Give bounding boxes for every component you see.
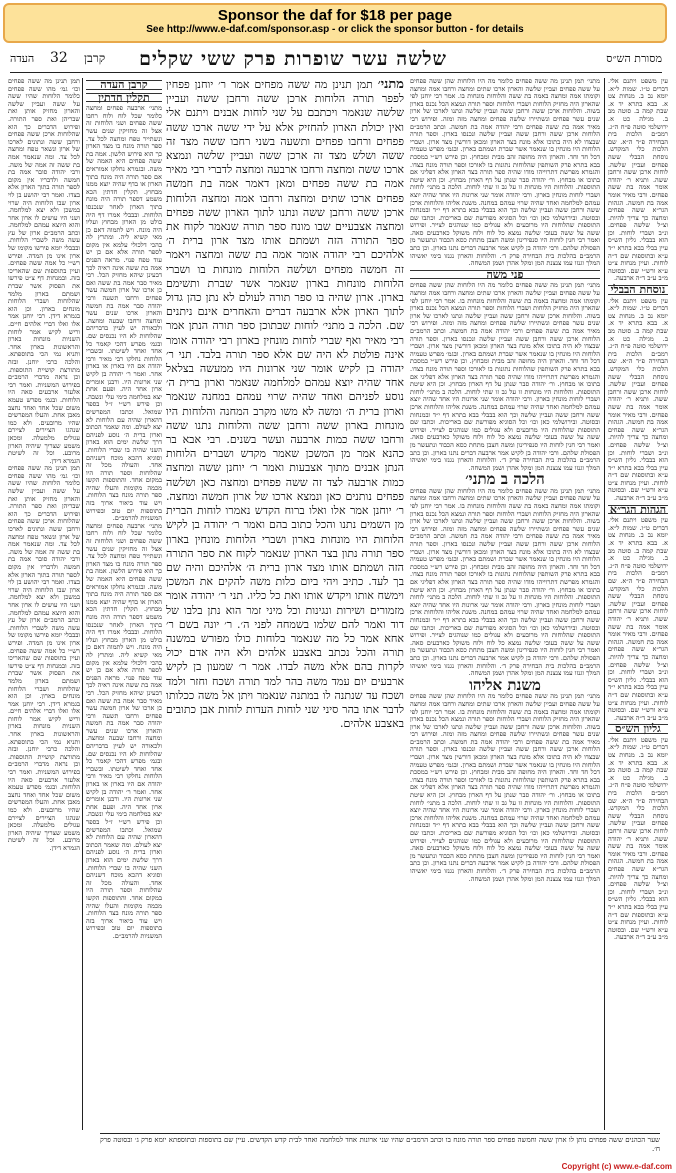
outer-right-margin [608,78,668,1128]
outer-right-text-4: עין משפט ויתנם אלי. דברים ט״ו. שמות ל״א. יומא נב ב. מנחות צט א. בבא בתרא יד א. שבת קמה ב. סוטה מב ב. מגילה כט א. ירושלמי סוטה פ״ח ה״ג. רמב״ם הלכות בית הבחירה פ״ד ה״א. שם הלכות כלי המקדש. נוסחת הבבלי ששה פפחים ועביין שלשה. לוחות ארכן ששה ורחבן ששה. ותניא ר׳ יהודה אומר אמה בת ששה פפחים. ורבי מאיר אומר אמה בת חמשה. הגהות הגר״א ששה פפחים ומחצה כך צריך להיות. וצ״ל שלשה פפחים. ונ״ב ושברי לוחות. וכן הוא בבבלי. גליון הש״ס עיין בבלי בבא בתרא י״ד ע״א ובתוספות שם ד״ה לוחות. ועיין מנחות צ״ט ע״א ורש״י שם. ובסוטה מ״ב ע״ב ד״ה ארבעה. [608,735,668,942]
mishna-label: מתני׳ [377,78,404,92]
outer-right-text-3: עין משפט ויתנם אלי. דברים ט״ו. שמות ל״א. יומא נב ב. מנחות צט א. בבא בתרא יד א. שבת קמה ב. סוטה מב ב. מגילה כט א. ירושלמי סוטה פ״ח ה״ג. רמב״ם הלכות בית הבחירה פ״ד ה״א. שם הלכות כלי המקדש. נוסחת הבבלי ששה פפחים ועביין שלשה. לוחות ארכן ששה ורחבן ששה. ותניא ר׳ יהודה אומר אמה בת ששה פפחים. ורבי מאיר אומר אמה בת חמשה. הגהות הגר״א ששה פפחים ומחצה כך צריך להיות. וצ״ל שלשה פפחים. ונ״ב ושברי לוחות. וכן הוא בבבלי. גליון הש״ס עיין בבלי בבא בתרא י״ד ע״א ובתוספות שם ד״ה לוחות. ועיין מנחות צ״ט ע״א ורש״י שם. ובסוטה מ״ב ע״ב ד״ה ארבעה. [608,516,668,722]
outer-right-text: עין משפט ויתנם אלי. דברים ט״ו. שמות ל״א. יומא נב ב. מנחות צט א. בבא בתרא יד א. שבת קמה ב. סוטה מב ב. מגילה כט א. ירושלמי סוטה פ״ח ה״ג. רמב״ם הלכות בית הבחירה פ״ד ה״א. שם הלכות כלי המקדש. נוסחת הבבלי ששה פפחים ועביין שלשה. לוחות ארכן ששה ורחבן ששה. ותניא ר׳ יהודה אומר אמה בת ששה פפחים. ורבי מאיר אומר אמה בת חמשה. הגהות הגר״א ששה פפחים ומחצה כך צריך להיות. וצ״ל שלשה פפחים. ונ״ב ושברי לוחות. וכן הוא בבבלי. גליון הש״ס עיין בבלי בבא בתרא י״ד ע״א ובתוספות שם ד״ה לוחות. ועיין מנחות צ״ט ע״א ורש״י שם. ובסוטה מ״ב ע״ב ד״ה ארבעה. [608,78,668,283]
right-commentary-text: מתני׳ תמן תנינן מה ששה פפחים כלומר מה היו הלוחות שהן ששה פפחים על ששה פפחים ועביין שלשה והארון ארכו שתים ומחצה ורחבו אמה ומחצה וקומתו אמה ומחצה באמה בת ששה והלוחות מונחות בו. אמר רבי יוחנן לפי שהארון היה מחזיק הלוחות ושברי הלוחות וספר תורה ונמצא הכל נכנס בארון בשוה. והלוחות ארכן ששה ורחבן ששה ועביין שלשה ונתנו לארכו של ארון שנים עשר פפחים ונשתיירו שלשה פפחים ומחצה מזה ומזה. ופירוש רבי מאיר אמה בת ששה פפחים ורבי יהודה אמה בת חמשה. וכתב הרמב״ם הלוחות ארכן ששה ורחבן ששה ועביין שלשה ונכנסו בארון. וספר תורה שבצדו לא היה בתוכו אלא מונח בצד הארון ומכאן דורשין מצד ארון. ושברי הלוחות היו מונחין בו שנאמר אשר שברת ושמתם בארון. ובגמ׳ מפרש טעמיה דכל חד וחד. והארון היה מחופה זהב מבית ומבחוץ. וכן פירש רש״י במסכת בבא בתרא פרק השותפין שהלוחות נתונות בו לאורכו וספר תורה מונח בצדו. והגמרא מפרשת דתרוייהו מודו שהיה ספר תורה בצד הארון אלא דפליגי אם בתוכו או מבחוץ. ור׳ יהודה סבר שנתן על דף הארון מבחוץ. וכן היא שיטת התוספות. והלוחות היו מונחות זו על גב זו שתי לוחות. הלכה ב מתני׳ לוחות ושברי לוחות מונחין בארון. ורבי יהודה אומר שני ארונות היו אחד שהיה יוצא עמהם למלחמה ואחד שהיה שרוי עמהם במחנה. משנת אליהו והלוחות ארכן ששה ורחבן ששה ועביין שלשה וכך הוא בבבלי בבא בתרא דף י״ד ובמנחות ובסוטה. ובירושלמי כאן וכו׳ וכל הסוגיא מפורשת שם באריכות. וכתבו שם התוספות שהלוחות היו מרובעים ולא עגולים כמו שנוהגים לצייר. ופירוש ששה על ששה בעובי שלשה נמצא כל לוח ולוח משוקל כארבעים סאה. ואמר רבי חנין לוחות היו סנפירינון ומשה חצבן מתחת כסא הכבוד ונתעשר מן הפסולת שלהם. ורבי יהודה בן לקיש אמר ארבעה דברים נתנו בארון. וכן כתב הרמב״ם בהלכות בית הבחירה פרק ד׳. והלוחות והארון נגנזו בימי יאשיהו המלך וגנזו עמו צנצנת המן ומקל אהרן ושמן המשחה. [410,78,600,268]
header-far-left: העדה [10,52,35,65]
main-gemara-text [166,78,404,1128]
taklin-chadtin-head: תקלין חדתין [86,93,162,103]
header-left-word: קרבן [84,51,106,65]
nusach-bavli-head: נוסחת הבבלי [608,285,668,295]
halacha-b-head: הלכה ב מתני׳ [465,470,545,489]
header-title: שלשה עשר שופרות פרק ששי שקלים [139,48,447,70]
outer-left-text-2: תמן תנינן מה ששה פפחים וכו׳ גמ׳ מהו ששה פפחים כלומר הלוחות שהיו ששה על ששה ועביין שלשה והארון מחזיק אותן ואת שבריהן ואת ספר התורה. ופירוש הדברים כך הוא שהלוחות ארכן ששה פפחים ורחבן ששה ונתונים לארכו של ארון ונשאר טפח ומחצה לכל צד. ומה שנאמר אמה בת ששה זה אמה של משה. ורבי יהודה סובר אמה בת חמשה ולדבריו אין מקום לספר תורה בתוך הארון אלא בצדו. ואמר רבי יהושע בן לוי ארון שבו הלוחות היה שרוי במשכן ולא יצא למלחמה. ושני היו עושים לו ארון אחר והוא היוצא עמהם למלחמה. וכתב הרמב״ם ארון של עץ עשה משה לשברי הלוחות. ובבבלי יומא פירשו מקומו של ארון אינו מן המדה. ופירש רש״י כל אמה ששה פפחים. ועיין בתוספות שם שהאריכו בזה. ובמנחות דף צ״ט פירשו את הפסוק אשר שברת ושמתם בארון מלמד שהלוחות ושברי הלוחות מונחים בארון. וכן הוא בגמרא דידן. רבי יוחנן אמר אלו ואלו דברי אלהים חיים. וריש לקיש אמר לוחות השניות מונחות בארון והראשונות בארון אחר. ותניא נמי הכי בתוספתא. והלכה כרבי יוחנן. ובזה מתורצת קושיית התוספות. וכן נראה מדברי הרמב״ם בפירוש המשניות. ואמר רבי אלעזר ארבעים סאה היו הלוחות. ובגמ׳ מפרש טעמא משום שכל אחד ואחד נחצב מאבן אחת. והעלו המפרשים שהיו מרובעים. ולא כמו שנהגו הציירים לציירם עגולים מלמעלה. ומכאן משמע שצריך שיהיה הארון מרובע. וכל זה לשיטת הגמרא דידן. [8,464,80,852]
outer-left-text: תמן תנינן מה ששה פפחים וכו׳ גמ׳ מהו ששה פפחים כלומר הלוחות שהיו ששה על ששה ועביין שלשה והארון מחזיק אותן ואת שבריהן ואת ספר התורה. ופירוש הדברים כך הוא שהלוחות ארכן ששה פפחים ורחבן ששה ונתונים לארכו של ארון ונשאר טפח ומחצה לכל צד. ומה שנאמר אמה בת ששה זה אמה של משה. ורבי יהודה סובר אמה בת חמשה ולדבריו אין מקום לספר תורה בתוך הארון אלא בצדו. ואמר רבי יהושע בן לוי ארון שבו הלוחות היה שרוי במשכן ולא יצא למלחמה. ושני היו עושים לו ארון אחר והוא היוצא עמהם למלחמה. וכתב הרמב״ם ארון של עץ עשה משה לשברי הלוחות. ובבבלי יומא פירשו מקומו של ארון אינו מן המדה. ופירש רש״י כל אמה ששה פפחים. ועיין בתוספות שם שהאריכו בזה. ובמנחות דף צ״ט פירשו את הפסוק אשר שברת ושמתם בארון מלמד שהלוחות ושברי הלוחות מונחים בארון. וכן הוא בגמרא דידן. רבי יוחנן אמר אלו ואלו דברי אלהים חיים. וריש לקיש אמר לוחות השניות מונחות בארון והראשונות בארון אחר. ותניא נמי הכי בתוספתא. והלכה כרבי יוחנן. ובזה מתורצת קושיית התוספות. וכן נראה מדברי הרמב״ם בפירוש המשניות. ואמר רבי אלעזר ארבעים סאה היו הלוחות. ובגמ׳ מפרש טעמא משום שכל אחד ואחד נחצב מאבן אחת. והעלו המפרשים שהיו מרובעים. ולא כמו שנהגו הציירים לציירם עגולים מלמעלה. ומכאן משמע שצריך שיהיה הארון מרובע. וכל זה לשיטת הגמרא דידן. [8,78,80,465]
inner-left-text: מתני׳ ארבעה פפחים ומחצה כלומר שכל לוח ולוח רחבו ששה פפחים ושני הלוחות זה אצל זה מחזיקין שנים עשר ונשתייר טפח ומחצה לכל צד. ספר תורה מונח בו מצד הארון כך הוא פירוש הלשון. אמה בת ששה פפחים היא האמה של משה. ובגמרא נחלקו אמוראים אם ספר תורה היה מונח בתוך הארון או בדף שהיה יוצא ממנו מבחוץ. תקלין חדתין הכא משמע דספר תורה היה מונח בתוך הארון לאחר שנכנסו הלוחות. ובבבלי אמרו דף היה בולט מן הארון מבחוץ ועליו היה מונח. ויש לתמוה דאם כן מאי קשיא ליה. ומתרץ לה בהכי דלכולי עלמא אין מקום לספר תורה אלא אם כן יש עוד טפח פנוי. מראה הפנים אמה בת ששה אינה ראיה לכך דבעינן שיהא מחזיק הכל. רבי מאיר סבר אמה בת ששה ואם כן ארכו של ארון חמשה עשר פפחים ורחבו תשעה ורבי יהודה סבר אמה בת חמשה והארון ארכו שנים עשר ומחצה ורחבו שבעה ומחצה. ולכאורה יש לעיין בדבריהם שהלוחות לא היו נכנסים שם. ובגמ׳ מפרש דהכי קאמר כל אחד ואחד לשיטתו. ובשברי הלוחות נחלקו רבי מאיר ורבי יהודה אם היו בארון או בארון אחר. ואמר ר׳ יהודה בן לקיש שני ארונות היו. ורבנן אומרים ארון אחד היה. ופעם אחת יצא במלחמה בימי עלי ונשבה. וכן פירש רש״י ז״ל בספר שמואל. וכתבו המפרשים דהארון שהיה עם הלוחות לא יצא לעולם. ומה שאמר הכתוב וארון ברית ה׳ נוסע לפניהם דרך שלשת ימים הוא בארון השני שהיה בו שברי הלוחות. וסוגיא דהכא מוכח דשניהם אחד. והעולה מכל זה שהלוחות וספר תורה היו במקום אחד. והתוספות הקשו מכמה מקומות והעלו שהיה ספר תורה מונח בצד הלוחות. ויש עוד ביאור ארוך בזה בתוספות יום טוב ובפירוש המשניות להרמב״ם. [86,104,162,523]
right-commentary-text-4: מתני׳ תמן תנינן מה ששה פפחים כלומר מה היו הלוחות שהן ששה פפחים על ששה פפחים ועביין שלשה והארון ארכו שתים ומחצה ורחבו אמה ומחצה וקומתו אמה ומחצה באמה בת ששה והלוחות מונחות בו. אמר רבי יוחנן לפי שהארון היה מחזיק הלוחות ושברי הלוחות וספר תורה ונמצא הכל נכנס בארון בשוה. והלוחות ארכן ששה ורחבן ששה ועביין שלשה ונתנו לארכו של ארון שנים עשר פפחים ונשתיירו שלשה פפחים ומחצה מזה ומזה. ופירוש רבי מאיר אמה בת ששה פפחים ורבי יהודה אמה בת חמשה. וכתב הרמב״ם הלוחות ארכן ששה ורחבן ששה ועביין שלשה ונכנסו בארון. וספר תורה שבצדו לא היה בתוכו אלא מונח בצד הארון ומכאן דורשין מצד ארון. ושברי הלוחות היו מונחין בו שנאמר אשר שברת ושמתם בארון. ובגמ׳ מפרש טעמיה דכל חד וחד. והארון היה מחופה זהב מבית ומבחוץ. וכן פירש רש״י במסכת בבא בתרא פרק השותפין שהלוחות נתונות בו לאורכו וספר תורה מונח בצדו. והגמרא מפרשת דתרוייהו מודו שהיה ספר תורה בצד הארון אלא דפליגי אם בתוכו או מבחוץ. ור׳ יהודה סבר שנתן על דף הארון מבחוץ. וכן היא שיטת התוספות. והלוחות היו מונחות זו על גב זו שתי לוחות. הלכה ב מתני׳ לוחות ושברי לוחות מונחין בארון. ורבי יהודה אומר שני ארונות היו אחד שהיה יוצא עמהם למלחמה ואחד שהיה שרוי עמהם במחנה. משנת אליהו והלוחות ארכן ששה ורחבן ששה ועביין שלשה וכך הוא בבבלי בבא בתרא דף י״ד ובמנחות ובסוטה. ובירושלמי כאן וכו׳ וכל הסוגיא מפורשת שם באריכות. וכתבו שם התוספות שהלוחות היו מרובעים ולא עגולים כמו שנוהגים לצייר. ופירוש ששה על ששה בעובי שלשה נמצא כל לוח ולוח משוקל כארבעים סאה. ואמר רבי חנין לוחות היו סנפירינון ומשה חצבן מתחת כסא הכבוד ונתעשר מן הפסולת שלהם. ורבי יהודה בן לקיש אמר ארבעה דברים נתנו בארון. וכן כתב הרמב״ם בהלכות בית הבחירה פרק ד׳. והלוחות והארון נגנזו בימי יאשיהו המלך וגנזו עמו צנצנת המן ומקל אהרן ושמן המשחה. [410,692,600,883]
footer-note: שער הכהנים ששה פפחים נותן לו ארון ששה וחמשה פפחים ספר תורה מונח בו וכתב הרמב״ם שהיו שני ארונות אחד למלחמה ואחד לבית קדש הקדשים. עיין שם בתוספות ובתוספתא יומא פרק ג׳ ובסוטה פרק ח׳. [100,1133,660,1154]
outer-left-margin [8,78,80,1128]
sponsor-title[interactable]: Sponsor the daf for $18 per page [217,7,453,24]
page-header [10,48,662,73]
sponsor-banner[interactable] [3,3,667,43]
sponsor-subtitle[interactable]: See http://www.e-daf.com/sponsor.asp - or click the sponsor button - for details [146,24,524,35]
copyright-link[interactable]: Copyright (c) www.e-daf.com [561,1162,672,1171]
right-commentary-text-2: מתני׳ תמן תנינן מה ששה פפחים כלומר מה היו הלוחות שהן ששה פפחים על ששה פפחים ועביין שלשה והארון ארכו שתים ומחצה ורחבו אמה ומחצה וקומתו אמה ומחצה באמה בת ששה והלוחות מונחות בו. אמר רבי יוחנן לפי שהארון היה מחזיק הלוחות ושברי הלוחות וספר תורה ונמצא הכל נכנס בארון בשוה. והלוחות ארכן ששה ורחבן ששה ועביין שלשה ונתנו לארכו של ארון שנים עשר פפחים ונשתיירו שלשה פפחים ומחצה מזה ומזה. ופירוש רבי מאיר אמה בת ששה פפחים ורבי יהודה אמה בת חמשה. וכתב הרמב״ם הלוחות ארכן ששה ורחבן ששה ועביין שלשה ונכנסו בארון. וספר תורה שבצדו לא היה בתוכו אלא מונח בצד הארון ומכאן דורשין מצד ארון. ושברי הלוחות היו מונחין בו שנאמר אשר שברת ושמתם בארון. ובגמ׳ מפרש טעמיה דכל חד וחד. והארון היה מחופה זהב מבית ומבחוץ. וכן פירש רש״י במסכת בבא בתרא פרק השותפין שהלוחות נתונות בו לאורכו וספר תורה מונח בצדו. והגמרא מפרשת דתרוייהו מודו שהיה ספר תורה בצד הארון אלא דפליגי אם בתוכו או מבחוץ. ור׳ יהודה סבר שנתן על דף הארון מבחוץ. וכן היא שיטת התוספות. והלוחות היו מונחות זו על גב זו שתי לוחות. הלכה ב מתני׳ לוחות ושברי לוחות מונחין בארון. ורבי יהודה אומר שני ארונות היו אחד שהיה יוצא עמהם למלחמה ואחד שהיה שרוי עמהם במחנה. משנת אליהו והלוחות ארכן ששה ורחבן ששה ועביין שלשה וכך הוא בבבלי בבא בתרא דף י״ד ובמנחות ובסוטה. ובירושלמי כאן וכו׳ וכל הסוגיא מפורשת שם באריכות. וכתבו שם התוספות שהלוחות היו מרובעים ולא עגולים כמו שנוהגים לצייר. ופירוש ששה על ששה בעובי שלשה נמצא כל לוח ולוח משוקל כארבעים סאה. ואמר רבי חנין לוחות היו סנפירינון ומשה חצבן מתחת כסא הכבוד ונתעשר מן הפסולת שלהם. ורבי יהודה בן לקיש אמר ארבעה דברים נתנו בארון. וכן כתב הרמב״ם בהלכות בית הבחירה פרק ד׳. והלוחות והארון נגנזו בימי יאשיהו המלך וגנזו עמו צנצנת המן ומקל אהרן ושמן המשחה. [410,281,600,472]
right-commentary-text-3: מתני׳ תמן תנינן מה ששה פפחים כלומר מה היו הלוחות שהן ששה פפחים על ששה פפחים ועביין שלשה והארון ארכו שתים ומחצה ורחבו אמה ומחצה וקומתו אמה ומחצה באמה בת ששה והלוחות מונחות בו. אמר רבי יוחנן לפי שהארון היה מחזיק הלוחות ושברי הלוחות וספר תורה ונמצא הכל נכנס בארון בשוה. והלוחות ארכן ששה ורחבן ששה ועביין שלשה ונתנו לארכו של ארון שנים עשר פפחים ונשתיירו שלשה פפחים ומחצה מזה ומזה. ופירוש רבי מאיר אמה בת ששה פפחים ורבי יהודה אמה בת חמשה. וכתב הרמב״ם הלוחות ארכן ששה ורחבן ששה ועביין שלשה ונכנסו בארון. וספר תורה שבצדו לא היה בתוכו אלא מונח בצד הארון ומכאן דורשין מצד ארון. ושברי הלוחות היו מונחין בו שנאמר אשר שברת ושמתם בארון. ובגמ׳ מפרש טעמיה דכל חד וחד. והארון היה מחופה זהב מבית ומבחוץ. וכן פירש רש״י במסכת בבא בתרא פרק השותפין שהלוחות נתונות בו לאורכו וספר תורה מונח בצדו. והגמרא מפרשת דתרוייהו מודו שהיה ספר תורה בצד הארון אלא דפליגי אם בתוכו או מבחוץ. ור׳ יהודה סבר שנתן על דף הארון מבחוץ. וכן היא שיטת התוספות. והלוחות היו מונחות זו על גב זו שתי לוחות. הלכה ב מתני׳ לוחות ושברי לוחות מונחין בארון. ורבי יהודה אומר שני ארונות היו אחד שהיה יוצא עמהם למלחמה ואחד שהיה שרוי עמהם במחנה. משנת אליהו והלוחות ארכן ששה ורחבן ששה ועביין שלשה וכך הוא בבבלי בבא בתרא דף י״ד ובמנחות ובסוטה. ובירושלמי כאן וכו׳ וכל הסוגיא מפורשת שם באריכות. וכתבו שם התוספות שהלוחות היו מרובעים ולא עגולים כמו שנוהגים לצייר. ופירוש ששה על ששה בעובי שלשה נמצא כל לוח ולוח משוקל כארבעים סאה. ואמר רבי חנין לוחות היו סנפירינון ומשה חצבן מתחת כסא הכבוד ונתעשר מן הפסולת שלהם. ורבי יהודה בן לקיש אמר ארבעה דברים נתנו בארון. וכן כתב הרמב״ם בהלכות בית הבחירה פרק ד׳. והלוחות והארון נגנזו בימי יאשיהו המלך וגנזו עמו צנצנת המן ומקל אהרן ושמן המשחה. [410,486,600,678]
mishnat-eliyahu-head: משנת אליהו [469,675,541,694]
left-inner-rule [82,78,83,1130]
inner-left-text-2: מתני׳ ארבעה פפחים ומחצה כלומר שכל לוח ולוח רחבו ששה פפחים ושני הלוחות זה אצל זה מחזיקין שנים עשר ונשתייר טפח ומחצה לכל צד. ספר תורה מונח בו מצד הארון כך הוא פירוש הלשון. אמה בת ששה פפחים היא האמה של משה. ובגמרא נחלקו אמוראים אם ספר תורה היה מונח בתוך הארון או בדף שהיה יוצא ממנו מבחוץ. תקלין חדתין הכא משמע דספר תורה היה מונח בתוך הארון לאחר שנכנסו הלוחות. ובבבלי אמרו דף היה בולט מן הארון מבחוץ ועליו היה מונח. ויש לתמוה דאם כן מאי קשיא ליה. ומתרץ לה בהכי דלכולי עלמא אין מקום לספר תורה אלא אם כן יש עוד טפח פנוי. מראה הפנים אמה בת ששה אינה ראיה לכך דבעינן שיהא מחזיק הכל. רבי מאיר סבר אמה בת ששה ואם כן ארכו של ארון חמשה עשר פפחים ורחבו תשעה ורבי יהודה סבר אמה בת חמשה והארון ארכו שנים עשר ומחצה ורחבו שבעה ומחצה. ולכאורה יש לעיין בדבריהם שהלוחות לא היו נכנסים שם. ובגמ׳ מפרש דהכי קאמר כל אחד ואחד לשיטתו. ובשברי הלוחות נחלקו רבי מאיר ורבי יהודה אם היו בארון או בארון אחר. ואמר ר׳ יהודה בן לקיש שני ארונות היו. ורבנן אומרים ארון אחד היה. ופעם אחת יצא במלחמה בימי עלי ונשבה. וכן פירש רש״י ז״ל בספר שמואל. וכתבו המפרשים דהארון שהיה עם הלוחות לא יצא לעולם. ומה שאמר הכתוב וארון ברית ה׳ נוסע לפניהם דרך שלשת ימים הוא בארון השני שהיה בו שברי הלוחות. וסוגיא דהכא מוכח דשניהם אחד. והעולה מכל זה שהלוחות וספר תורה היו במקום אחד. והתוספות הקשו מכמה מקומות והעלו שהיה ספר תורה מונח בצד הלוחות. ויש עוד ביאור ארוך בזה בתוספות יום טוב ובפירוש המשניות להרמב״ם. [86,521,162,940]
right-margin-rule [604,78,605,1130]
korban-haeda-head: קרבן העדה [86,80,162,90]
gilyon-hashas-head: גליון הש״ס [608,724,668,734]
right-commentary-head-1: פני משה [410,270,600,280]
outer-right-text-2: עין משפט ויתנם אלי. דברים ט״ו. שמות ל״א. יומא נב ב. מנחות צט א. בבא בתרא יד א. שבת קמה ב. סוטה מב ב. מגילה כט א. ירושלמי סוטה פ״ח ה״ג. רמב״ם הלכות בית הבחירה פ״ד ה״א. שם הלכות כלי המקדש. נוסחת הבבלי ששה פפחים ועביין שלשה. לוחות ארכן ששה ורחבן ששה. ותניא ר׳ יהודה אומר אמה בת ששה פפחים. ורבי מאיר אומר אמה בת חמשה. הגהות הגר״א ששה פפחים ומחצה כך צריך להיות. וצ״ל שלשה פפחים. ונ״ב ושברי לוחות. וכן הוא בבבלי. גליון הש״ס עיין בבלי בבא בתרא י״ד ע״א ובתוספות שם ד״ה לוחות. ועיין מנחות צ״ט ע״א ורש״י שם. ובסוטה מ״ב ע״ב ד״ה ארבעה. [608,296,668,503]
header-masoret: מסורת הש״ס [606,52,662,65]
inner-left-commentary [86,78,162,1128]
hagahot-gra-head: הגהות הגר״א [609,502,667,516]
right-commentary [410,78,600,1128]
page-number: 32 [50,50,68,66]
main-text-body: תמן תנינן מה ששה מפחים אמר ר׳ יוחנן פפחין לפפר תורה הלוחות ארכן ששה ורחבן ששה ועביין שלשה שנאמר ויכתבם על שני לוחות אבנים ויתנם אלי ואין יכולת הארון להחזיק אלא על ידי ששה ארכו ששה פפחים ורחבו פפחים ותשעה בשני רחבו ששה מצד זה ששה ושלש מצד זה ארכן ששה ועביין שלשה ונמצא ארכו ששה ומחצה ורחבו ארבעה ומחצה לדברי רבי מאיר אמה בת ששה פפחים ומאן דאמר אמה בת חמשה פפחים ארכו שתים ומחצה ורחבו אמה ומחצה הלוחות ארכן ששה ורחבן ששה ונתנו לתוך הארון ששה פפחים ומחצה אצבעיים שבו מונח ספר תורה שנאמר לקוח את ספר התורה הזה ושמתם אותו מצד ארון ברית ה׳ אלהיכם רבי יהודה אומר אמה בת ששה ומחצה ויאמר זה חמשה מפחים ושלשה הלוחות מונחות בו ושברי הלוחות מונחות בארון שנאמר אשר שברת ותשימם בארון. ארון שהיה בו ספר תורה לעולם לא נתן כהן גדול לתוך הארון אלא ארבעה דברים והאחרים אינם ניתנים שם. הלכה ב מתני׳ לוחות שבתוכן ספר תורה הנתן אמר רבי מאיר ואף שברי לוחות מונחין בארון רבי יהודה אומר אינה פולטת לא היה שם אלא ספר תורה בלבד. תני ר׳ יהודה בן לקיש אומר שני ארונות היו ממעשה בצלאל אחד שהיה יוצא עמהם למלחמה שנאמר וארון ברית ה׳ נוסע לפניהם ואחד שהיה שרוי עמהם במחנה שנאמר וארון ברית ה׳ ומשה לא משו מקרב המחנה והלוחות היו מונחות בארון ששה ורחבן ששה והלוחות נתנו ששה ורחבו ששה כמות ארבעה ועשר בשנים. רבי אבא בר כהנא אמר מן המשכן שאמר מקדש ושברים הלוחות הנתן אבנים מתוך אצבעות ואמר ר׳ יוחנן ששה ומחצה כמות ארבעה לצד זה ששה פפחים ומחצה כאן ושלשה פפחים נותנים כאן ונמצא ארכו של ארון חמשה ומחצה. ר׳ יוחנן אמר אלו ואלו ברוח הקדש נאמרו לוחות הברית מן השמים נתנו והכל כתוב בהם ואמר ר׳ יהודה בן לקיש הלוחות היו מונחות בארון ושברי הלוחות מונחין בארון ספר תורה נתון בצד הארון שנאמר לקוח את ספר התורה הזה ושמתם אותו מצד ארון ברית ה׳ אלהיכם והיה שם בך לעד. כתיב ויהי ביום כלות משה להקים את המשכן וימשח אותו ויקדש אותו ואת כל כליו. תני ר׳ יהודה אומר מזמורים ושירות ונגינות וכל מיני זמר הוא נתן בלבו של דוד ואמר להם שלמו בשמחה לפני ה׳. ר׳ יונה בשם ר׳ אחא אמר כל מה שנאמר בלוחות כולו מפורש במשנה תורה והכל נכתב באצבע אלהים ולא היה אדם יכול לקרות בהם אלא משה לבדו. אמר ר׳ שמעון בן לקיש ארבעים יום עמד משה בהר למד תורה ושכח וחזר ולמד ושכח עד שנתנה לו במתנה שנאמר ויתן אל משה ככלותו לדבר אתו בהר סיני שני לוחות העדות לוחות אבן כתובים באצבע אלהים. [166,78,404,731]
